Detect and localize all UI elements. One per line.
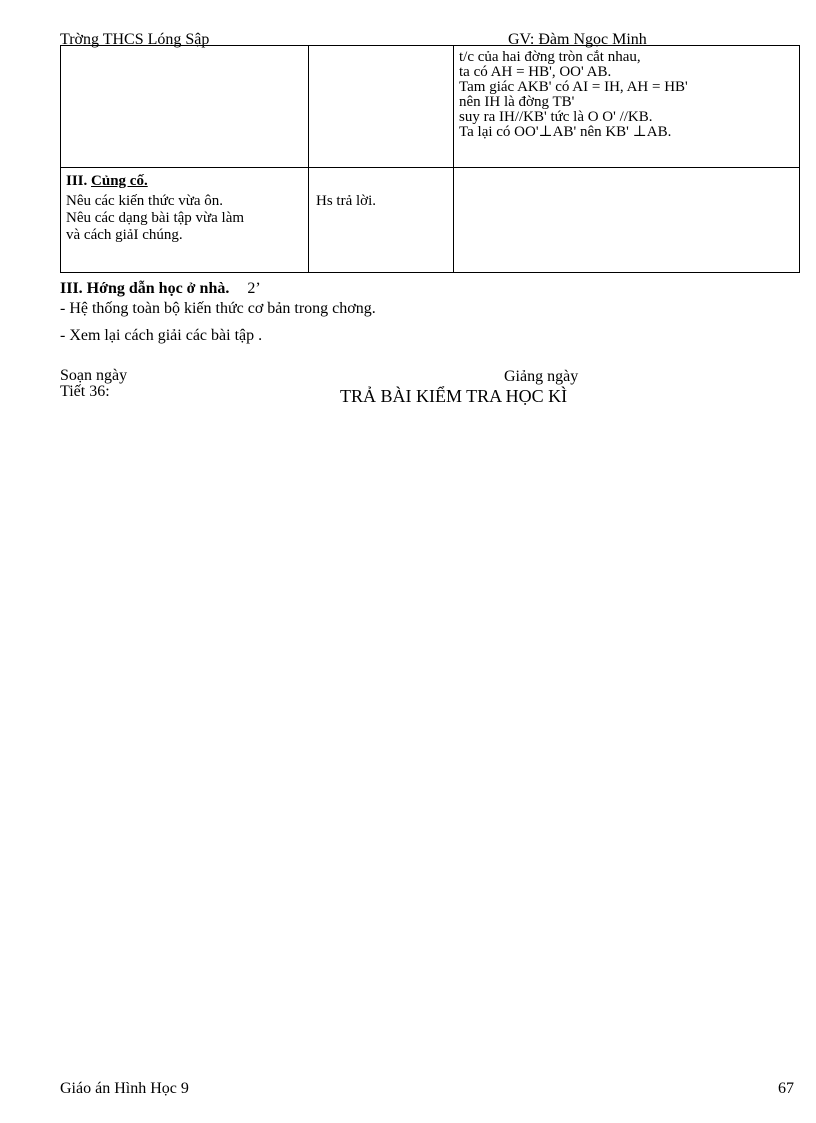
table-cell-student [309,168,454,273]
activity-lines [61,168,308,244]
content-line: Ta lại có OO'⊥AB' nên KB' ⊥AB. [459,124,672,140]
table-row [61,168,800,273]
table-cell-activity [61,46,309,168]
table-cell-student [309,46,454,168]
content-lines [454,46,799,140]
homework-line: - Hệ thống toàn bộ kiến thức cơ bản trong chơng. [60,300,376,317]
homework-title: III. Hớng dẫn học ở nhà. [60,280,230,297]
giang-ngay: Giảng ngày [504,368,579,385]
content-line: Tam giác AKB' có AI = IH, AH = HB' [459,79,688,95]
activity-line: Nêu các dạng bài tập vừa làm [66,210,245,226]
homework-line: - Xem lại cách giải các bài tập . [60,327,263,344]
section-heading [66,174,308,189]
content-line: t/c của hai đờng tròn cắt nhau, [459,49,641,65]
student-answer: Hs trả lời. [316,193,377,209]
content-line: nên IH là đờng TB' [459,94,575,110]
page-number: 67 [778,1080,794,1097]
activity-line: và cách giảI chúng. [66,227,183,243]
soan-ngay: Soạn ngày [60,367,128,384]
header-school: Trờng THCS Lóng Sập [60,31,210,48]
table-row [61,46,800,168]
table-cell-content [454,46,800,168]
content-line: ta có AH = HB', OO' AB. [459,64,612,80]
table-cell-content [454,168,800,273]
next-lesson-meta [60,368,127,400]
homework-time: 2’ [247,280,261,297]
homework-heading [60,280,261,298]
section-number: III. [66,173,88,189]
activity-line: Nêu các kiến thức vừa ôn. [66,193,224,209]
table-cell-activity [61,168,309,273]
footer-book: Giáo án Hình Học 9 [60,1080,189,1097]
header-teacher: GV: Đàm Ngọc Minh [508,31,647,48]
lesson-table [60,45,800,273]
lesson-title: TRẢ BÀI KIỂM TRA HỌC KÌ [340,386,568,406]
tiet-number: Tiết 36: [60,383,110,400]
section-title: Củng cố. [91,173,148,189]
content-line: suy ra IH//KB' tức là O O' //KB. [459,109,653,125]
